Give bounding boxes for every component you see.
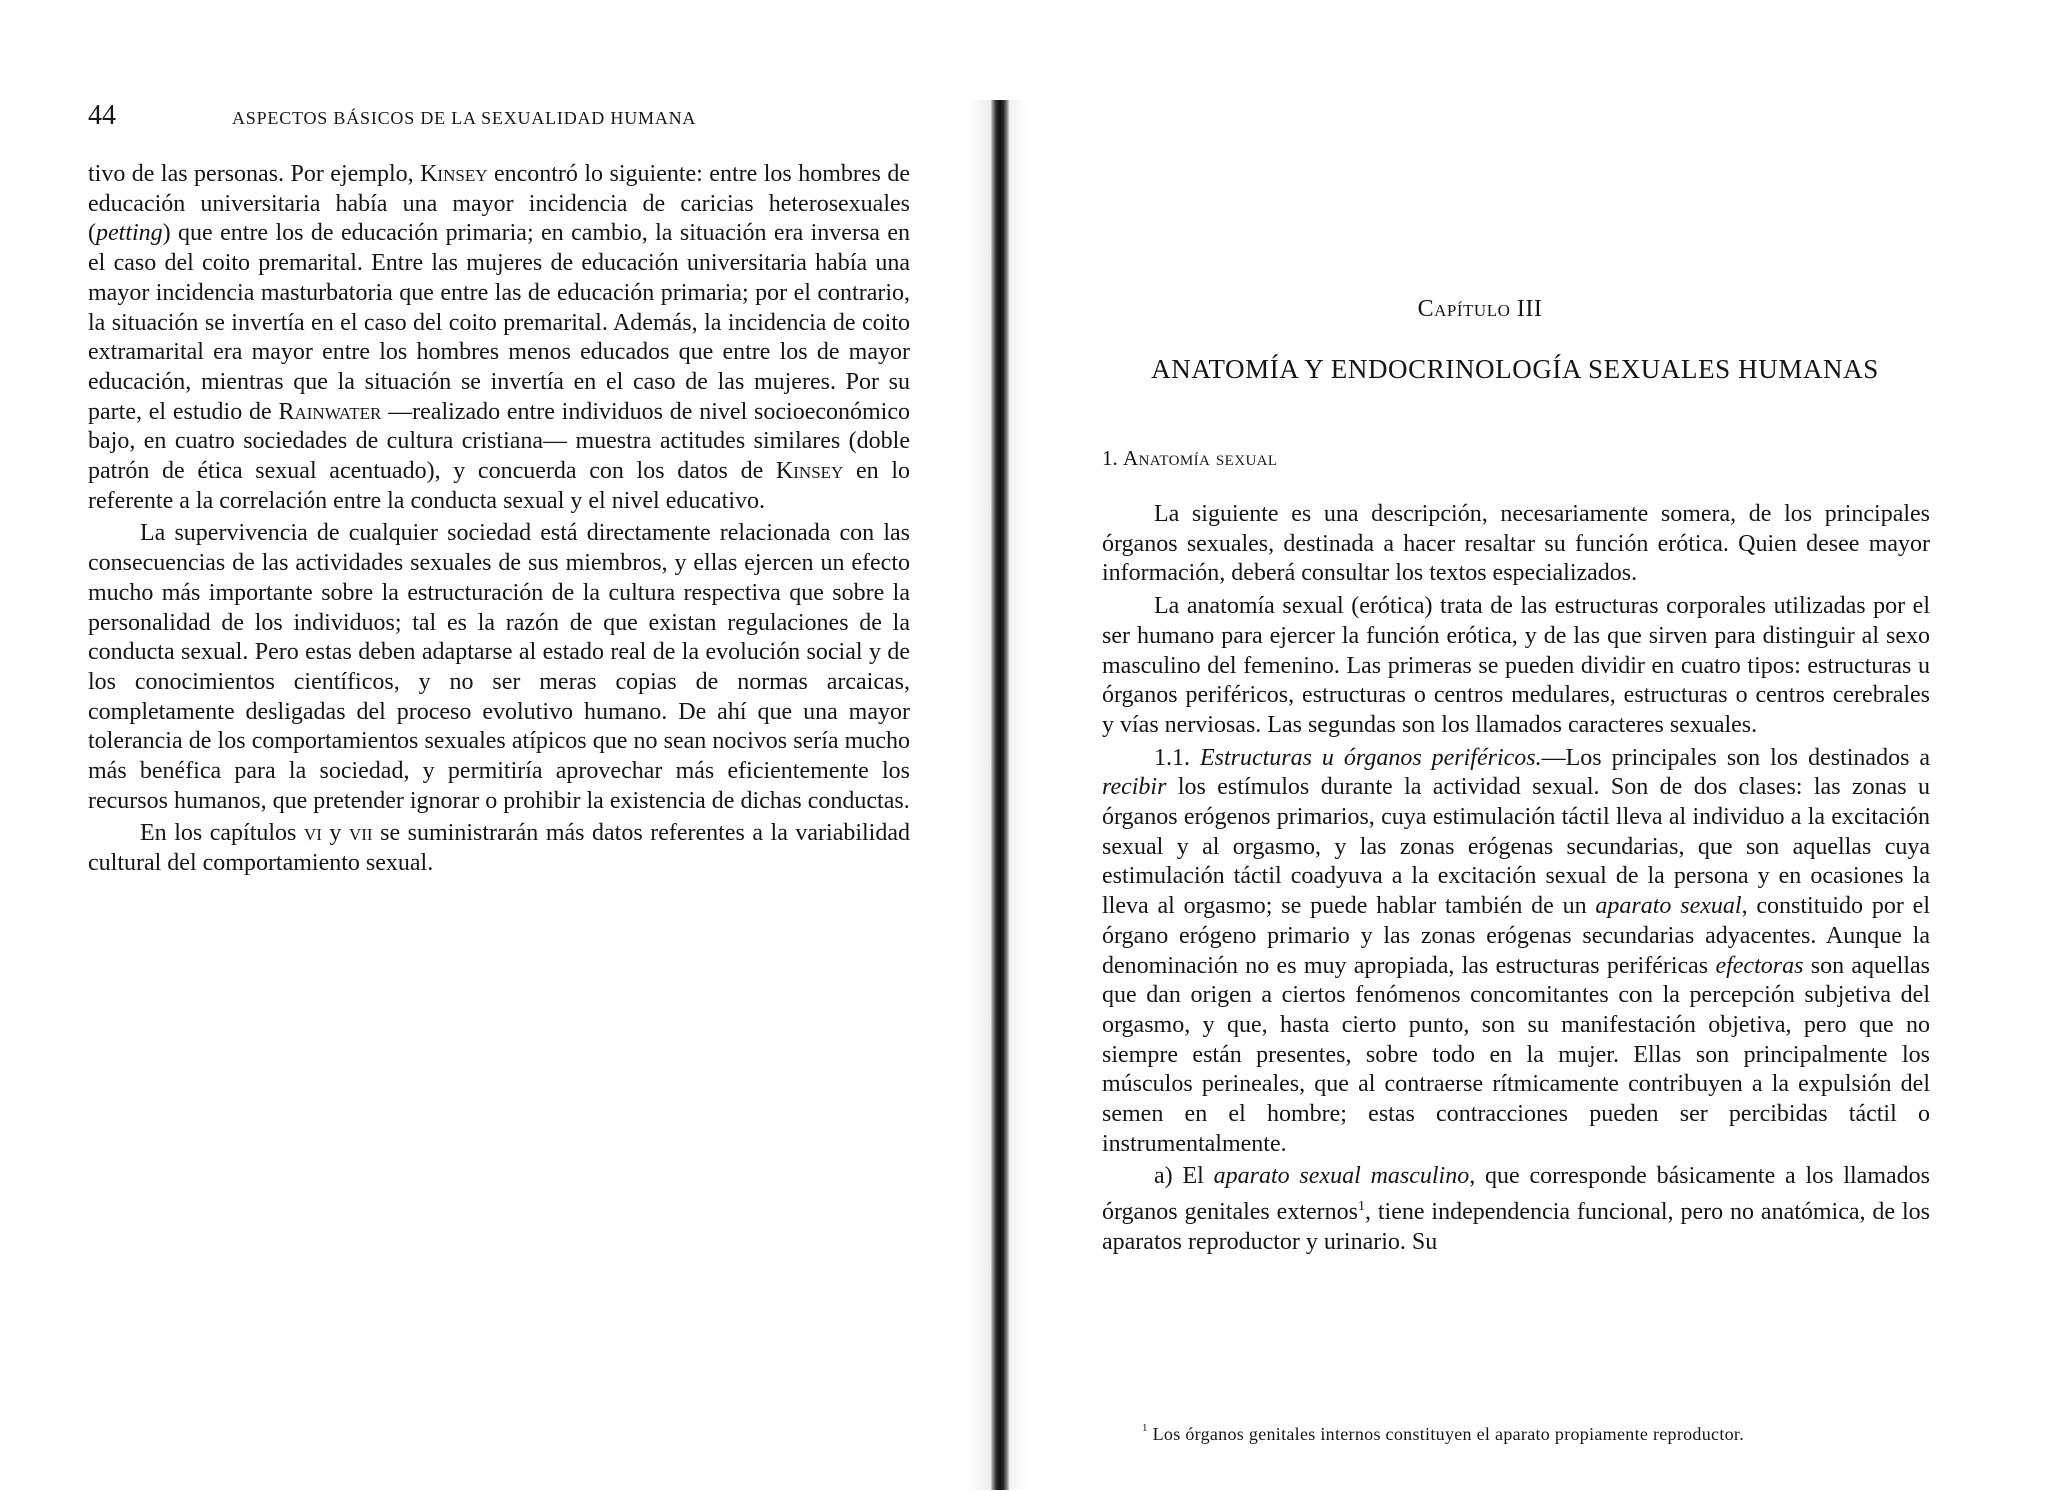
subsection-number: 1.1. bbox=[1154, 744, 1200, 771]
paragraph: 1.1. Estructuras u órganos periféricos.—Los principales son los destinados a recibir los estímulos durante la actividad sexual. Son de dos clases: las zonas u órganos erógenos primarios, cuya estimulación táctil lleva al individuo a la excitación sexual y al orgasmo, y las zonas erógenas secundarias, que son aquellas cuya estimulación táctil coadyuva a la excitación sexual de la persona y en ocasiones la lleva al orgasmo; se puede hablar también de un aparato sexual, constituido por el órgano erógeno primario y las zonas erógenas secundarias adyacentes. Aunque la denominación no es muy apropiada, las estructuras periféricas efectoras son aquellas que dan origen a ciertos fenómenos concomitantes con la percepción subjetiva del orgasmo, y que, hasta cierto punto, son su manifestación objetiva, pero que no siempre están presentes, sobre todo en la mujer. Ellas son principalmente los músculos perineales, que al contraerse rítmicamente contribuyen a la expulsión del semen en el hombre; estas contracciones pueden ser percibidas táctil o instrumentalmente. bbox=[1102, 744, 1931, 1157]
page-number: 44 bbox=[88, 100, 116, 131]
paragraph: tivo de las personas. Por ejemplo, Kinsey encontró lo siguiente: entre los hombres de educación universitaria había una mayor incidencia de caricias heterosexuales (petting) que entre los de educación primaria; en cambio, la situación era inversa en el caso del coito premarital. Entre las mujeres de educación universitaria había una mayor incidencia masturbatoria que entre las de educación primaria; por el contrario, la situación se invertía en el caso del coito premarital. Además, la incidencia de coito extramarital era mayor entre los hombres menos educados que entre los de mayor educación, mientras que la situación se invertía en el caso de las mujeres. Por su parte, el estudio de Rainwater —realizado entre individuos de nivel socioeconómico bajo, en cuatro sociedades de cultura cristiana— muestra actitudes similares (doble patrón de ética sexual acentuado), y concuerda con los datos de Kinsey en lo referente a la correlación entre la conducta sexual y el nivel educativo. bbox=[88, 161, 910, 514]
running-head bbox=[88, 100, 968, 140]
footnote-marker: 1 bbox=[1142, 1422, 1148, 1434]
emphasis: petting bbox=[96, 220, 163, 247]
section-number: 1. bbox=[1102, 446, 1118, 470]
paragraph: La anatomía sexual (erótica) trata de las estructuras corporales utilizadas por el ser humano para ejercer la función erótica, y de las que sirven para distinguir al sexo masculino del femenino. Las primeras se pueden dividir en cuatro tipos: estructuras u órganos periféricos, estructuras o centros medulares, estructuras o centros cerebrales y vías nerviosas. Las segundas son los llamados caracteres sexuales. bbox=[1102, 593, 1930, 738]
right-page bbox=[1000, 0, 2048, 1492]
subsection-title: Estructuras u órganos periféricos. bbox=[1199, 744, 1542, 771]
paragraph: En los capítulos vi y vii se suministrarán más datos referentes a la variabilidad cultural del comportamiento sexual. bbox=[88, 820, 911, 877]
emphasis: recibir bbox=[1102, 774, 1167, 801]
left-page-body bbox=[88, 160, 910, 879]
chapter-ref: vi bbox=[303, 820, 322, 847]
right-page-body bbox=[1102, 500, 1930, 1258]
footnote-reference: 1 bbox=[1357, 1199, 1365, 1215]
left-page bbox=[0, 0, 1000, 1492]
author-name: Kinsey bbox=[775, 458, 844, 485]
paragraph: a) El aparato sexual masculino, que corresponde básicamente a los llamados órganos genitales externos$^1$, tiene independencia funcional, pero no anatómica, de los aparatos reproductor y urinario. Su bbox=[1102, 1163, 1930, 1255]
paragraph: La supervivencia de cualquier sociedad está directamente relacionada con las consecuencias de las actividades sexuales de sus miembros, y ellas ejercen un efecto mucho más importante sobre la estructuración de la cultura respectiva que sobre la personalidad de los individuos; tal es la razón de que existan regulaciones de la conducta sexual. Pero estas deben adaptarse al estado real de la evolución social y de los conocimientos científicos, y no ser meras copias de normas arcaicas, completamente desligadas del proceso evolutivo humano. De ahí que una mayor tolerancia de los comportamientos sexuales atípicos que no sean nocivos sería mucho más benéfica para la sociedad, y permitiría aprovechar más eficientemente los recursos humanos, que pretender ignorar o prohibir la existencia de dichas conductas. bbox=[88, 520, 910, 814]
emphasis: aparato sexual bbox=[1595, 893, 1742, 920]
footnote bbox=[1142, 1424, 1942, 1445]
section-heading bbox=[1102, 446, 1277, 471]
footnote-text: Los órganos genitales internos constituyen el aparato propiamente reproductor. bbox=[1152, 1424, 1745, 1444]
chapter-title: ANATOMÍA Y ENDOCRINOLOGÍA SEXUALES HUMANAS bbox=[1151, 354, 1879, 384]
chapter-label: Capítulo III bbox=[1417, 296, 1543, 322]
running-title: ASPECTOS BÁSICOS DE LA SEXUALIDAD HUMANA bbox=[232, 108, 697, 128]
author-name: Rainwater bbox=[278, 398, 382, 425]
chapter-ref: vii bbox=[348, 820, 373, 847]
author-name: Kinsey bbox=[420, 161, 488, 187]
paragraph: La siguiente es una descripción, necesariamente somera, de los principales órganos sexuales, destinada a hacer resaltar su función erótica. Quien desee mayor información, deberá consultar los textos especializados. bbox=[1102, 501, 1930, 587]
section-title: Anatomía sexual bbox=[1123, 446, 1278, 470]
emphasis: efectoras bbox=[1715, 952, 1804, 979]
emphasis: aparato sexual masculino bbox=[1213, 1163, 1470, 1190]
